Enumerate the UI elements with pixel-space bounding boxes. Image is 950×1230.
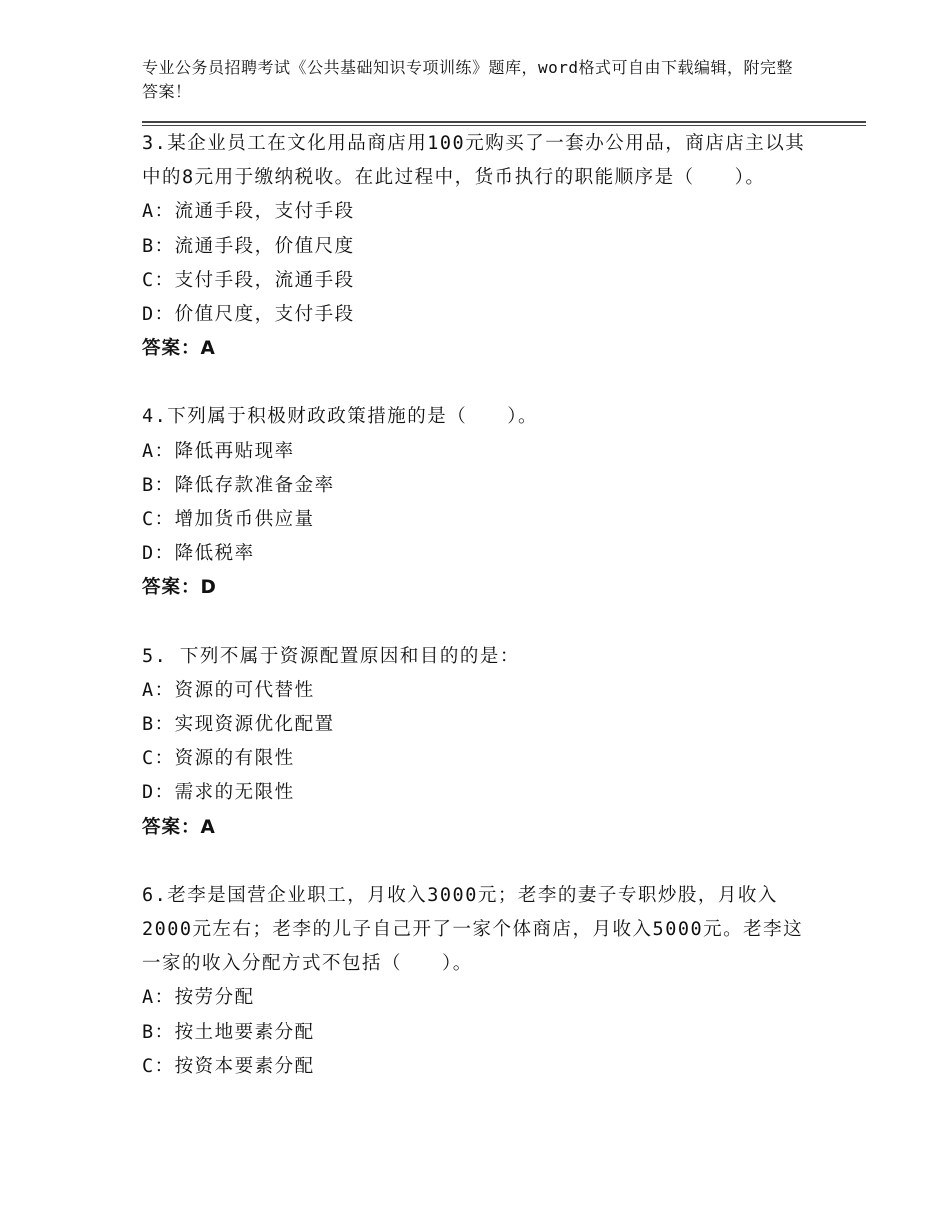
question-stem: 4.下列属于积极财政政策措施的是（ ）。	[142, 406, 539, 428]
question-stem: 3.某企业员工在文化用品商店用100元购买了一套办公用品，商店店主以其中的8元用于缴纳税收。在此过程中，货币执行的职能顺序是（ ）。	[142, 133, 806, 189]
header-divider-thick	[142, 121, 866, 123]
option-b: B：降低存款准备金率	[142, 474, 335, 496]
document-header	[142, 56, 802, 104]
question-stem: 6.老李是国营企业职工，月收入3000元；老李的妻子专职炒股，月收入2000元左右；老李的儿子自己开了一家个体商店，月收入5000元。老李这一家的收入分配方式不包括（ ）。	[142, 884, 804, 975]
option-b: B：流通手段，价值尺度	[142, 235, 355, 257]
option-c: C：按资本要素分配	[142, 1055, 315, 1077]
question-5	[142, 640, 812, 845]
question-stem: 5. 下列不属于资源配置原因和目的的是：	[142, 645, 520, 667]
option-b: B：按土地要素分配	[142, 1021, 315, 1043]
option-b: B：实现资源优化配置	[142, 714, 335, 736]
option-a: A：流通手段，支付手段	[142, 201, 355, 223]
answer-label: 答案：A	[142, 816, 216, 838]
option-d: D：价值尺度，支付手段	[142, 304, 355, 326]
option-a: A：降低再贴现率	[142, 440, 295, 462]
question-6	[142, 879, 812, 1084]
question-4	[142, 400, 812, 605]
option-a: A：按劳分配	[142, 987, 255, 1009]
header-divider-thin	[142, 125, 866, 126]
answer-label: 答案：A	[142, 338, 216, 360]
option-c: C：资源的有限性	[142, 748, 295, 770]
answer-label: 答案：D	[142, 577, 217, 599]
question-list	[142, 127, 812, 1118]
question-3	[142, 127, 812, 366]
option-a: A：资源的可代替性	[142, 679, 315, 701]
option-d: D：降低税率	[142, 543, 255, 565]
option-c: C：增加货币供应量	[142, 509, 315, 531]
option-c: C：支付手段，流通手段	[142, 269, 355, 291]
header-text: 专业公务员招聘考试《公共基础知识专项训练》题库，word格式可自由下载编辑，附完整答案！	[142, 58, 794, 101]
option-d: D：需求的无限性	[142, 782, 295, 804]
